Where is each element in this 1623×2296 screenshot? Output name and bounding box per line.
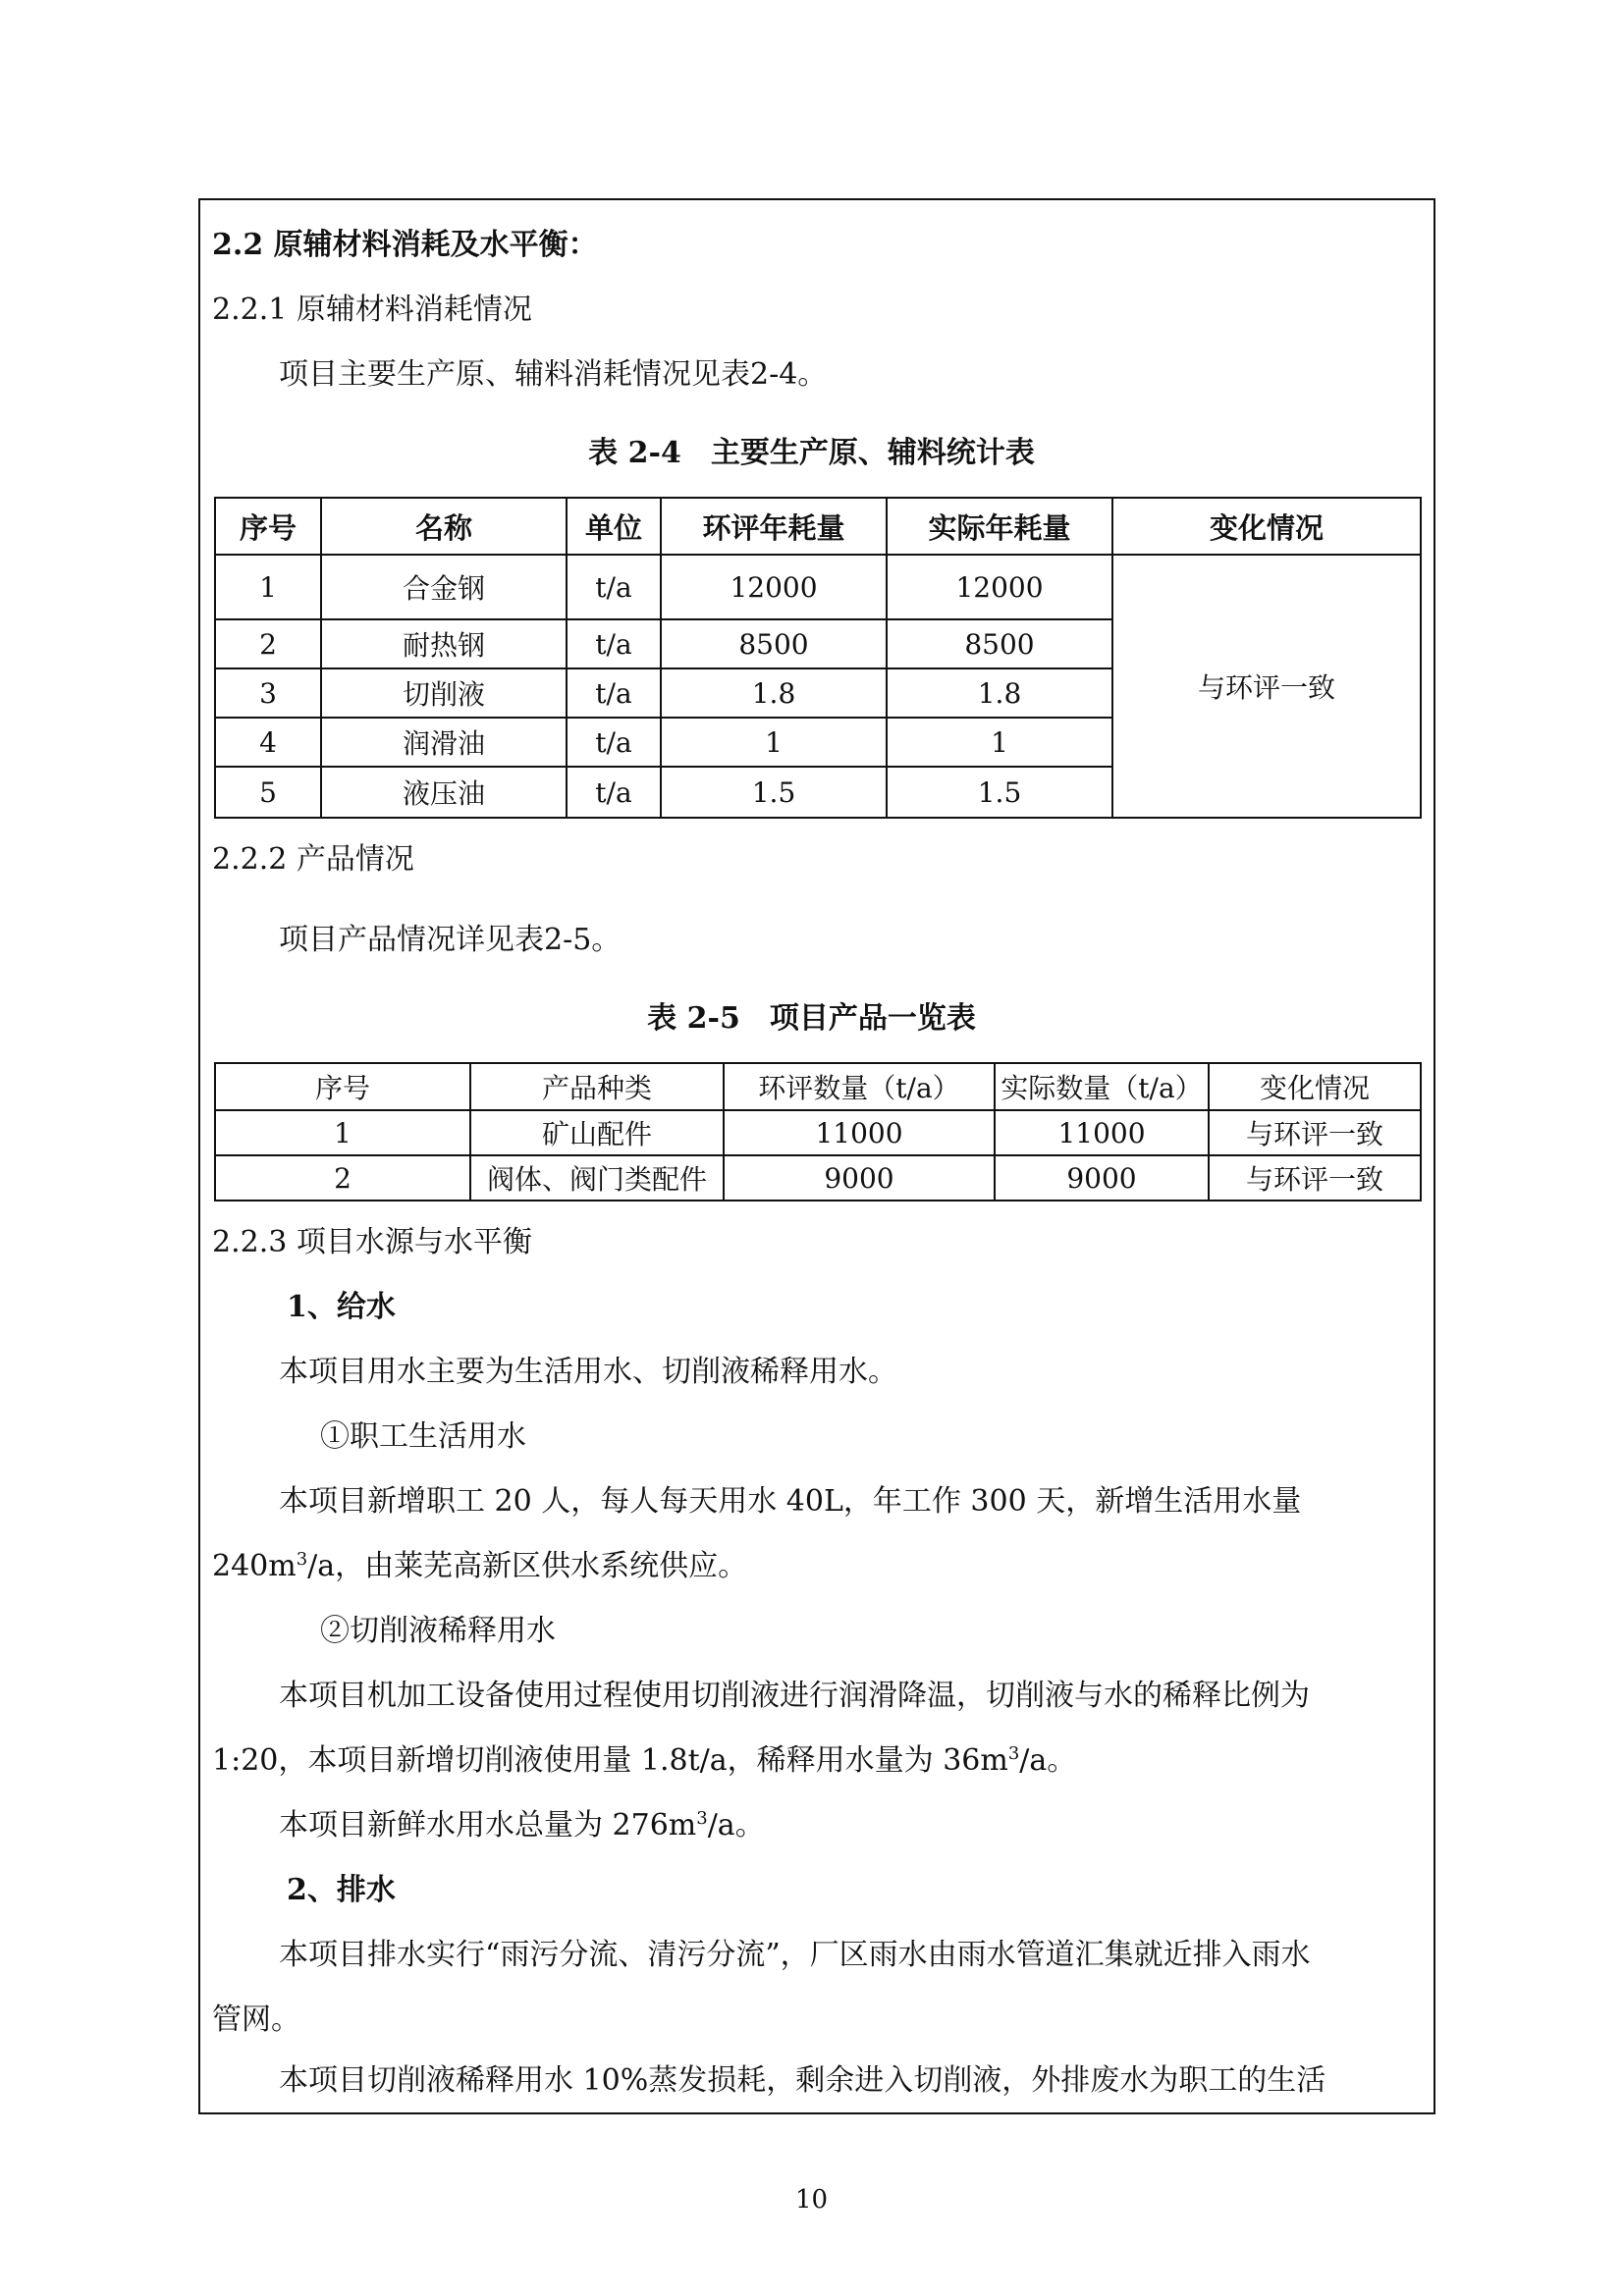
superscript: 3: [1007, 1743, 1020, 1764]
section-2-2-2-text: 项目产品情况详见表2-5。: [279, 923, 622, 957]
text: /a，由莱芜高新区供水系统供应。: [307, 1549, 748, 1583]
cell: 12000: [887, 555, 1112, 619]
superscript: 3: [296, 1549, 308, 1570]
header-cell: 序号: [215, 498, 321, 555]
change-cell: 与环评一致: [1112, 555, 1421, 818]
cell: 12000: [661, 555, 887, 619]
table-header-row: [215, 1063, 1421, 1110]
water-supply-title: 1、给水: [287, 1290, 396, 1324]
cutting-fluid-title: ②切削液稀释用水: [320, 1614, 556, 1648]
cell: 耐热钢: [321, 619, 567, 668]
section-2-2-2-title: 2.2.2 产品情况: [212, 842, 414, 877]
cell: 矿山配件: [470, 1110, 724, 1155]
header-cell: 环评年耗量: [661, 498, 887, 555]
cell: 1: [887, 718, 1112, 767]
superscript: 3: [696, 1808, 708, 1829]
cell: 2: [215, 619, 321, 668]
water-supply-text: 本项目用水主要为生活用水、切削液稀释用水。: [279, 1355, 897, 1389]
cell: 1: [215, 555, 321, 619]
cell: 合金钢: [321, 555, 567, 619]
section-2-2-1-title: 2.2.1 原辅材料消耗情况: [212, 293, 532, 327]
cell: 1: [661, 718, 887, 767]
table-2-5-caption: 表 2-5 项目产品一览表: [647, 1001, 976, 1036]
cell: 3: [215, 668, 321, 718]
cell: 8500: [661, 619, 887, 668]
text: /a。: [707, 1808, 765, 1842]
cell: 阀体、阀门类配件: [470, 1155, 724, 1201]
table-2-5: [214, 1062, 1422, 1201]
table-row: [215, 1110, 1421, 1155]
header-cell: 名称: [321, 498, 567, 555]
cell: t/a: [567, 718, 661, 767]
cell: 1.5: [661, 767, 887, 818]
cell: 1: [215, 1110, 470, 1155]
cell: 1.5: [887, 767, 1112, 818]
cell: 与环评一致: [1209, 1110, 1421, 1155]
section-2-2-1-text: 项目主要生产原、辅料消耗情况见表2-4。: [279, 357, 828, 392]
header-cell: 序号: [215, 1063, 470, 1110]
cell: 液压油: [321, 767, 567, 818]
header-cell: 变化情况: [1112, 498, 1421, 555]
cell: 2: [215, 1155, 470, 1201]
table-header-row: [215, 498, 1421, 555]
text: 本项目新鲜水用水总量为 276m: [279, 1808, 697, 1842]
table-row: [215, 555, 1421, 619]
cell: 与环评一致: [1209, 1155, 1421, 1201]
cell: 4: [215, 718, 321, 767]
cutting-fluid-line1: 本项目机加工设备使用过程使用切削液进行润滑降温，切削液与水的稀释比例为: [279, 1679, 1310, 1713]
table-2-4: [214, 497, 1422, 819]
cell: 1.8: [887, 668, 1112, 718]
staff-water-line2: [212, 1547, 747, 1586]
total-water-line: [279, 1806, 765, 1845]
drainage-line2: 管网。: [212, 2002, 300, 2037]
text: /a。: [1019, 1743, 1077, 1778]
header-cell: 环评数量（t/a）: [724, 1063, 995, 1110]
drainage-title: 2、排水: [287, 1873, 396, 1907]
text: 1:20，本项目新增切削液使用量 1.8t/a，稀释用水量为 36m: [212, 1743, 1008, 1778]
header-cell: 变化情况: [1209, 1063, 1421, 1110]
cell: 9000: [995, 1155, 1209, 1201]
cell: 11000: [995, 1110, 1209, 1155]
header-cell: 产品种类: [470, 1063, 724, 1110]
cell: t/a: [567, 619, 661, 668]
staff-water-line1: 本项目新增职工 20 人，每人每天用水 40L，年工作 300 天，新增生活用水量: [279, 1484, 1302, 1519]
staff-water-title: ①职工生活用水: [320, 1419, 526, 1454]
cell: 切削液: [321, 668, 567, 718]
text: 240m: [212, 1549, 297, 1583]
cell: t/a: [567, 668, 661, 718]
drainage-line1: 本项目排水实行“雨污分流、清污分流”，厂区雨水由雨水管道汇集就近排入雨水: [279, 1938, 1311, 1972]
section-2-2-title: 2.2 原辅材料消耗及水平衡：: [212, 228, 598, 262]
cell: 1.8: [661, 668, 887, 718]
cell: 11000: [724, 1110, 995, 1155]
cell: 5: [215, 767, 321, 818]
section-2-2-3-title: 2.2.3 项目水源与水平衡: [212, 1225, 532, 1259]
table-row: [215, 1155, 1421, 1201]
cell: 润滑油: [321, 718, 567, 767]
cell: 8500: [887, 619, 1112, 668]
drainage-line3: 本项目切削液稀释用水 10%蒸发损耗，剩余进入切削液，外排废水为职工的生活: [279, 2063, 1326, 2098]
header-cell: 实际年耗量: [887, 498, 1112, 555]
cell: t/a: [567, 555, 661, 619]
cell: 9000: [724, 1155, 995, 1201]
page-number: 10: [794, 2185, 829, 2215]
cutting-fluid-line2: [212, 1741, 1076, 1781]
cell: t/a: [567, 767, 661, 818]
header-cell: 单位: [567, 498, 661, 555]
header-cell: 实际数量（t/a）: [995, 1063, 1209, 1110]
table-2-4-caption: 表 2-4 主要生产原、辅料统计表: [588, 436, 1035, 470]
